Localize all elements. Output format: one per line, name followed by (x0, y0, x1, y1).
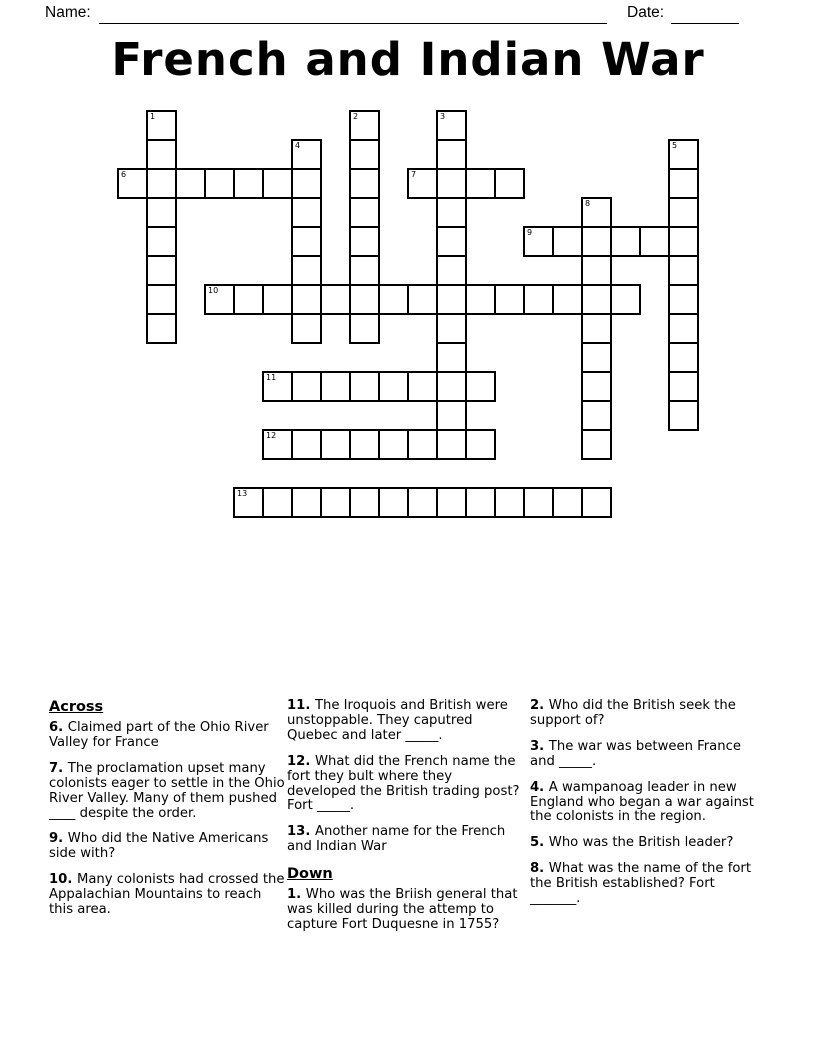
grid-cell[interactable] (436, 110, 467, 141)
clue-number: 9. (49, 831, 68, 847)
grid-cell[interactable] (291, 429, 322, 460)
cell-number: 6 (121, 170, 127, 179)
grid-cell[interactable] (262, 429, 293, 460)
grid-cell[interactable] (581, 197, 612, 228)
grid-cell[interactable] (349, 313, 380, 344)
grid-cell[interactable] (581, 429, 612, 460)
clue-13: 13. Another name for the French and Indian War (287, 824, 506, 855)
page-title: French and Indian War (111, 33, 705, 86)
grid-cell[interactable] (581, 400, 612, 431)
grid-cell[interactable] (378, 487, 409, 518)
clue-number: 3. (530, 738, 549, 754)
grid-cell[interactable] (146, 139, 177, 170)
grid-cell[interactable] (552, 284, 583, 315)
grid-cell[interactable] (523, 226, 554, 257)
clue-3: 3. The war was between France and _____. (530, 738, 741, 769)
name-blank-line (99, 23, 607, 24)
grid-cell[interactable] (465, 429, 496, 460)
grid-cell[interactable] (407, 487, 438, 518)
grid-cell[interactable] (465, 168, 496, 199)
grid-cell[interactable] (639, 226, 670, 257)
clue-11: 11. The Iroquois and British were unstoppable. They caputred Quebec and later _____. (287, 698, 508, 743)
grid-cell[interactable] (291, 139, 322, 170)
grid-cell[interactable] (291, 487, 322, 518)
clue-6: 6. Claimed part of the Ohio River Valley for France (49, 720, 269, 750)
grid-cell[interactable] (581, 284, 612, 315)
clue-column-middle (287, 699, 525, 944)
grid-cell[interactable] (581, 342, 612, 373)
grid-cell[interactable] (378, 284, 409, 315)
cell-number: 11 (266, 373, 277, 382)
grid-cell[interactable] (146, 110, 177, 141)
clue-number: 4. (530, 779, 549, 795)
grid-cell[interactable] (494, 284, 525, 315)
grid-cell[interactable] (407, 168, 438, 199)
down-header: Down (287, 866, 333, 883)
cell-number: 1 (150, 112, 156, 121)
grid-cell[interactable] (146, 168, 177, 199)
clue-8: 8. What was the name of the fort the British established? Fort _______. (530, 861, 752, 907)
grid-cell[interactable] (668, 197, 699, 228)
grid-cell[interactable] (320, 429, 351, 460)
grid-cell[interactable] (465, 284, 496, 315)
grid-cell[interactable] (581, 487, 612, 518)
grid-cell[interactable] (204, 168, 235, 199)
grid-cell[interactable] (668, 342, 699, 373)
grid-cell[interactable] (349, 371, 380, 402)
date-label: Date: (627, 4, 665, 21)
grid-cell[interactable] (668, 255, 699, 286)
cell-number: 13 (237, 489, 248, 498)
grid-cell[interactable] (291, 226, 322, 257)
cell-number: 7 (411, 170, 417, 179)
grid-cell[interactable] (349, 110, 380, 141)
grid-cell[interactable] (291, 313, 322, 344)
across-header: Across (49, 699, 104, 715)
grid-cell[interactable] (610, 284, 641, 315)
clue-4: 4. A wampanoag leader in new England who began a war against the colonists in the region. (530, 779, 754, 825)
grid-cell[interactable] (291, 197, 322, 228)
grid-cell[interactable] (668, 400, 699, 431)
grid-cell[interactable] (523, 284, 554, 315)
clue-column-right (530, 699, 768, 918)
clue-number: 10. (49, 872, 77, 888)
grid-cell[interactable] (378, 371, 409, 402)
clue-column-left (49, 699, 287, 929)
grid-cell[interactable] (349, 429, 380, 460)
name-label: Name: (45, 4, 91, 21)
grid-cell[interactable] (552, 487, 583, 518)
grid-cell[interactable] (262, 284, 293, 315)
grid-cell[interactable] (436, 226, 467, 257)
grid-cell[interactable] (407, 284, 438, 315)
grid-cell[interactable] (436, 371, 467, 402)
crossword-grid (117, 110, 699, 518)
grid-cell[interactable] (494, 168, 525, 199)
grid-cell[interactable] (436, 313, 467, 344)
grid-cell[interactable] (668, 168, 699, 199)
grid-cell[interactable] (436, 255, 467, 286)
clue-5: 5. Who was the British leader? (530, 835, 734, 851)
grid-cell[interactable] (436, 400, 467, 431)
grid-cell[interactable] (436, 197, 467, 228)
grid-cell[interactable] (233, 487, 264, 518)
cell-number: 12 (266, 431, 277, 440)
clue-number: 7. (49, 760, 68, 776)
grid-cell[interactable] (349, 255, 380, 286)
grid-cell[interactable] (320, 371, 351, 402)
clue-9: 9. Who did the Native Americans side with? (49, 831, 269, 862)
grid-cell[interactable] (668, 226, 699, 257)
cell-number: 10 (208, 286, 219, 295)
cell-number: 5 (672, 141, 678, 150)
grid-cell[interactable] (262, 487, 293, 518)
clue-number: 1. (287, 887, 306, 903)
grid-cell[interactable] (233, 168, 264, 199)
grid-cell[interactable] (349, 487, 380, 518)
grid-cell[interactable] (668, 139, 699, 170)
grid-cell[interactable] (291, 168, 322, 199)
clue-10: 10. Many colonists had crossed the Appalachian Mountains to reach this area. (49, 872, 285, 918)
grid-cell[interactable] (146, 284, 177, 315)
grid-cell[interactable] (436, 342, 467, 373)
grid-cell[interactable] (581, 313, 612, 344)
cell-number: 4 (295, 141, 301, 150)
grid-cell[interactable] (146, 226, 177, 257)
clue-number: 13. (287, 824, 315, 840)
grid-cell[interactable] (146, 197, 177, 228)
clue-number: 12. (287, 753, 315, 769)
grid-cell[interactable] (349, 139, 380, 170)
grid-cell[interactable] (146, 313, 177, 344)
grid-cell[interactable] (668, 313, 699, 344)
grid-cell[interactable] (668, 371, 699, 402)
grid-cell[interactable] (436, 168, 467, 199)
clue-1: 1. Who was the Briish general that was killed during the attemp to capture Fort Duquesne in 1755? (287, 887, 518, 932)
grid-cell[interactable] (291, 284, 322, 315)
grid-cell[interactable] (407, 371, 438, 402)
grid-cell[interactable] (117, 168, 148, 199)
grid-cell[interactable] (262, 371, 293, 402)
grid-cell[interactable] (581, 226, 612, 257)
grid-cell[interactable] (349, 197, 380, 228)
clue-number: 6. (49, 720, 68, 735)
clue-12: 12. What did the French name the fort they bult where they developed the British trading post? Fort _____. (287, 753, 520, 814)
grid-cell[interactable] (407, 429, 438, 460)
clue-7: 7. The proclamation upset many colonists eager to settle in the Ohio River Valley. Many of them pushed ____ despite the order. (49, 760, 285, 821)
grid-cell[interactable] (581, 371, 612, 402)
grid-cell[interactable] (349, 168, 380, 199)
grid-cell[interactable] (320, 284, 351, 315)
cell-number: 2 (353, 112, 359, 121)
grid-cell[interactable] (262, 168, 293, 199)
grid-cell[interactable] (204, 284, 235, 315)
grid-cell[interactable] (291, 371, 322, 402)
grid-cell[interactable] (175, 168, 206, 199)
clue-2: 2. Who did the British seek the support of? (530, 698, 736, 728)
grid-cell[interactable] (146, 255, 177, 286)
cell-number: 3 (440, 112, 446, 121)
grid-cell[interactable] (465, 487, 496, 518)
grid-cell[interactable] (668, 284, 699, 315)
grid-cell[interactable] (349, 226, 380, 257)
grid-cell[interactable] (436, 284, 467, 315)
grid-cell[interactable] (349, 284, 380, 315)
clue-number: 8. (530, 861, 549, 877)
cell-number: 8 (585, 199, 591, 208)
grid-cell[interactable] (610, 226, 641, 257)
grid-cell[interactable] (436, 487, 467, 518)
grid-cell[interactable] (291, 255, 322, 286)
grid-cell[interactable] (494, 487, 525, 518)
grid-cell[interactable] (465, 371, 496, 402)
clue-number: 11. (287, 698, 315, 713)
grid-cell[interactable] (436, 139, 467, 170)
date-blank-line (671, 23, 739, 24)
grid-cell[interactable] (233, 284, 264, 315)
cell-number: 9 (527, 228, 533, 237)
grid-cell[interactable] (436, 429, 467, 460)
grid-cell[interactable] (581, 255, 612, 286)
grid-cell[interactable] (378, 429, 409, 460)
grid-cell[interactable] (523, 487, 554, 518)
grid-cell[interactable] (320, 487, 351, 518)
clue-number: 5. (530, 835, 549, 851)
clue-number: 2. (530, 698, 549, 713)
grid-cell[interactable] (552, 226, 583, 257)
